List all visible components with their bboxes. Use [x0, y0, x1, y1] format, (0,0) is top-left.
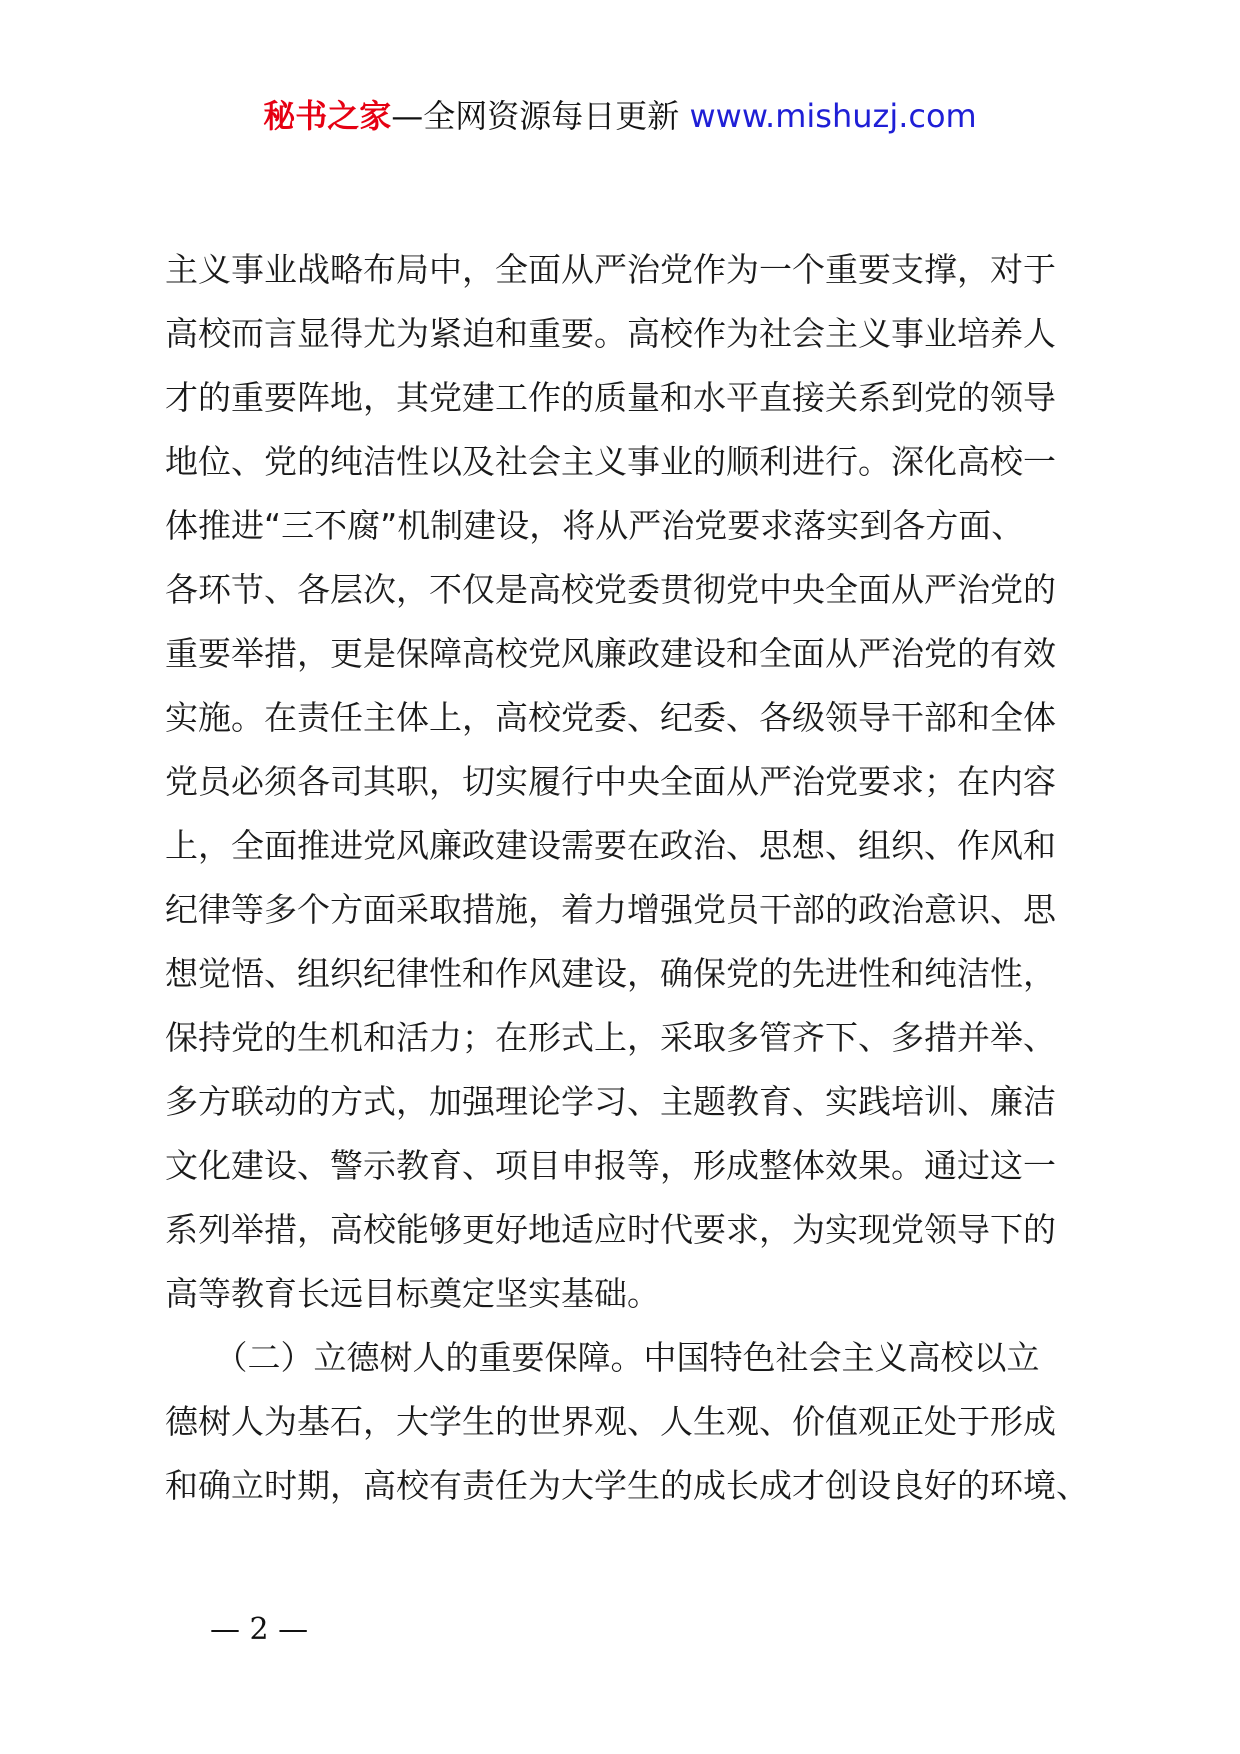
- brand-name: 秘书之家: [263, 97, 392, 135]
- text-line: 实施。在责任主体上，高校党委、纪委、各级领导干部和全体: [165, 698, 1056, 737]
- header-slogan: —全网资源每日更新: [391, 97, 680, 135]
- text-line: 纪律等多个方面采取措施，着力增强党员干部的政治意识、思: [165, 890, 1056, 929]
- text-line: 高等教育长远目标奠定坚实基础。: [165, 1274, 660, 1313]
- text-line: 高校而言显得尤为紧迫和重要。高校作为社会主义事业培养人: [165, 314, 1056, 353]
- document-body: [165, 238, 1095, 1518]
- text-line: 党员必须各司其职，切实履行中央全面从严治党要求；在内容: [165, 762, 1056, 801]
- text-line: 地位、党的纯洁性以及社会主义事业的顺利进行。深化高校一: [165, 442, 1056, 481]
- site-header: [0, 96, 1240, 136]
- text-line: 多方联动的方式，加强理论学习、主题教育、实践培训、廉洁: [165, 1082, 1056, 1121]
- text-line: 和确立时期，高校有责任为大学生的成长成才创设良好的环境、: [165, 1466, 1089, 1505]
- text-line: 才的重要阵地，其党建工作的质量和水平直接关系到党的领导: [165, 378, 1056, 417]
- text-line: 各环节、各层次，不仅是高校党委贯彻党中央全面从严治党的: [165, 570, 1056, 609]
- text-line: 体推进“三不腐”机制建设，将从严治党要求落实到各方面、: [165, 506, 1025, 545]
- text-line: 主义事业战略布局中，全面从严治党作为一个重要支撑，对于: [165, 250, 1056, 289]
- text-line: 上，全面推进党风廉政建设需要在政治、思想、组织、作风和: [165, 826, 1056, 865]
- page-number: — 2 —: [210, 1612, 309, 1647]
- text-line: 重要举措，更是保障高校党风廉政建设和全面从严治党的有效: [165, 634, 1056, 673]
- text-line: 德树人为基石，大学生的世界观、人生观、价值观正处于形成: [165, 1402, 1056, 1441]
- text-line: 系列举措，高校能够更好地适应时代要求，为实现党领导下的: [165, 1210, 1056, 1249]
- text-line: 想觉悟、组织纪律性和作风建设，确保党的先进性和纯洁性，: [165, 954, 1056, 993]
- text-line: 文化建设、警示教育、项目申报等，形成整体效果。通过这一: [165, 1146, 1056, 1185]
- text-line: （二）立德树人的重要保障。中国特色社会主义高校以立: [165, 1338, 1040, 1377]
- site-url-link[interactable]: www.mishuzj.com: [689, 97, 977, 135]
- text-line: 保持党的生机和活力；在形式上，采取多管齐下、多措并举、: [165, 1018, 1056, 1057]
